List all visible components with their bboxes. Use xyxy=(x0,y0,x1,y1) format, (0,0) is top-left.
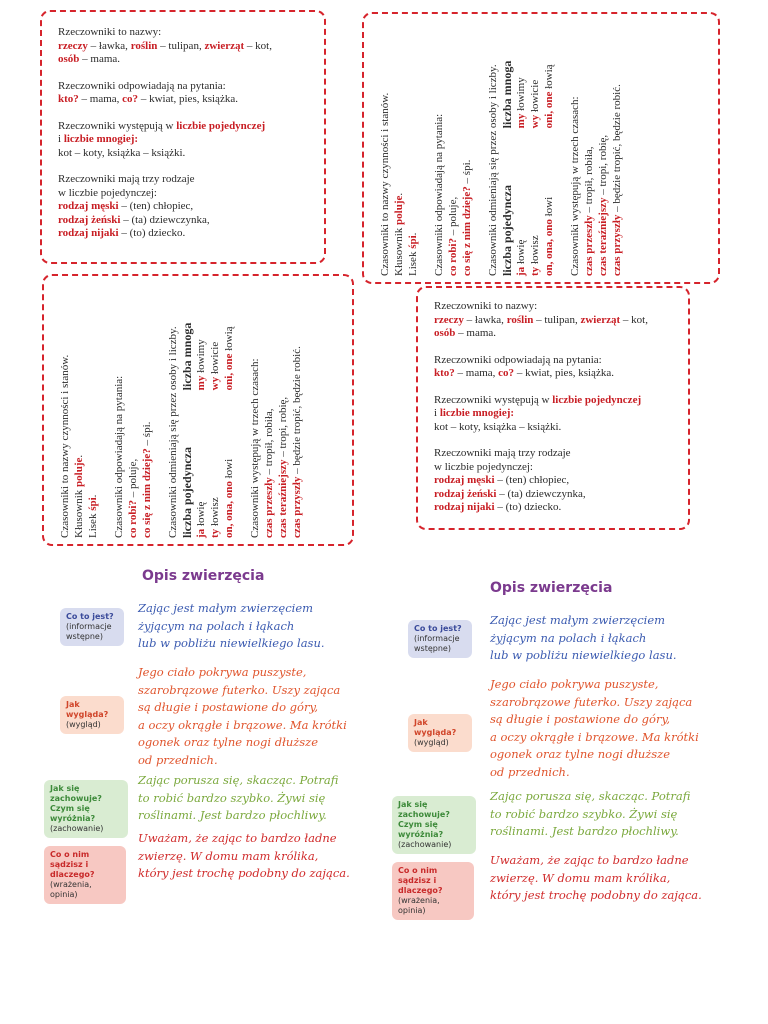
card-czasowniki-2 xyxy=(42,274,354,546)
question-opinia-2: Co o nim sądzisz i dlaczego? (wrażenia, opinia) xyxy=(392,862,474,920)
rzecz-liczba: Rzeczowniki występują w liczbie pojedynczej i liczbie mnogiej: kot – koty, książka – książki. xyxy=(58,119,266,159)
question-zachowanie-2: Jak się zachowuje? Czym się wyróżnia? (zachowanie) xyxy=(392,796,476,854)
czasowniki-rotated-content-2: Czasowniki to nazwy czynności i stanów. Kłusownik poluje. Lisek śpi. Czasowniki odpowiadają na pytania: co robi? – poluje, co się z nim dzieje? – śpi. Czasowniki odmieniają się przez osoby i liczby. liczba pojedyncza liczba mnoga ja łowię my łowimy ty łowisz wy łowicie on, ona, ono łowi oni, one łowią Czasowniki występują w trzech czasach: czas przeszły – tropił, robiła, czas teraźniejszy – tropi, robię, czas przyszły – będzie tropić, będzie robić. xyxy=(58,288,304,538)
question-zachowanie: Jak się zachowuje? Czym się wyróżnia? (zachowanie) xyxy=(44,780,128,838)
text-opinia-2: Uważam, że zając to bardzo ładne zwierzę. W domu mam królika, który jest trochę podobny do zająca. xyxy=(490,853,702,902)
card-czasowniki-1 xyxy=(362,12,720,284)
question-jak-wyglada-2: Jak wygląda? (wygląd) xyxy=(408,714,472,752)
text-informacje-2: Zając jest małym zwierzęciem żyjącym na polach i łąkach lub w pobliżu niewielkiego lasu. xyxy=(490,613,677,662)
opis-zwierzecia-left xyxy=(50,568,390,899)
rzecz-pytania: Rzeczowniki odpowiadają na pytania: kto? – mama, co? – kwiat, pies, książka. xyxy=(58,79,238,105)
odmiana-table-2: liczba pojedyncza liczba mnoga ja łowię my łowimy ty łowisz wy łowicie on, ona, ono łowi oni, one łowią xyxy=(180,322,235,538)
question-co-to-jest: Co to jest? (informacje wstępne) xyxy=(60,608,124,646)
opis-title: Opis zwierzęcia xyxy=(142,568,265,584)
text-informacje: Zając jest małym zwierzęciem żyjącym na polach i łąkach lub w pobliżu niewielkiego lasu. xyxy=(138,601,325,650)
text-zachowanie: Zając porusza się, skacząc. Potrafi to robić bardzo szybko. Żywi się roślinami. Jest bardzo płochliwy. xyxy=(138,773,339,822)
opis-zwierzecia-right xyxy=(398,580,738,915)
opis-title-2: Opis zwierzęcia xyxy=(490,580,613,596)
odmiana-table: liczba pojedyncza liczba mnoga ja łowię my łowimy ty łowisz wy łowicie on, ona, ono łowi oni, one łowią xyxy=(500,60,555,276)
question-co-to-jest-2: Co to jest? (informacje wstępne) xyxy=(408,620,472,658)
text-wyglad-2: Jego ciało pokrywa puszyste, szarobrązowe futerko. Uszy zająca są długie i postawione do góry, a oczy okrągłe i brązowe. Ma krótki ogonek oraz tylne nogi dłuższe od przednich. xyxy=(490,677,699,779)
rzecz-nazwy: Rzeczowniki to nazwy: rzeczy – ławka, roślin – tulipan, zwierząt – kot, osób – mama. xyxy=(58,26,272,65)
card-rzeczowniki-1 xyxy=(40,10,326,264)
question-opinia: Co o nim sądzisz i dlaczego? (wrażenia, opinia) xyxy=(44,846,126,904)
text-opinia: Uważam, że zając to bardzo ładne zwierzę. W domu mam królika, który jest trochę podobny do zająca. xyxy=(138,831,350,880)
rzecz-rodzaje: Rzeczowniki mają trzy rodzaje w liczbie pojedynczej: rodzaj męski – (ten) chłopiec, rodzaj żeński – (ta) dziewczynka, rodzaj nijaki – (to) dziecko. xyxy=(58,173,210,239)
text-wyglad: Jego ciało pokrywa puszyste, szarobrązowe futerko. Uszy zająca są długie i postawione do góry, a oczy okrągłe i brązowe. Ma krótki ogonek oraz tylne nogi dłuższe od przednich. xyxy=(138,665,347,767)
czasowniki-rotated-content: Czasowniki to nazwy czynności i stanów. Kłusownik poluje. Lisek śpi. Czasowniki odpowiadają na pytania: co robi? – poluje, co się z nim dzieje? – śpi. Czasowniki odmieniają się przez osoby i liczby. liczba pojedyncza liczba mnoga ja łowię my łowimy ty łowisz wy łowicie on, ona, ono łowi oni, one łowią Czasowniki występują w trzech czasach: czas przeszły – tropił, robiła, czas teraźniejszy – tropi, robię, czas przyszły – będzie tropić, będzie robić. xyxy=(378,26,624,276)
card-rzeczowniki-2: Rzeczowniki to nazwy: rzeczy – ławka, roślin – tulipan, zwierząt – kot, osób – mama. Rzeczowniki odpowiadają na pytania: kto? – mama, co? – kwiat, pies, książka. Rzeczowniki występują w liczbie pojedynczej i liczbie mnogiej: kot – koty, książka – książki. Rzeczowniki mają trzy rodzaje w liczbie pojedynczej: rodzaj męski – (ten) chłopiec, rodzaj żeński – (ta) dziewczynka, rodzaj nijaki – (to) dziecko. xyxy=(416,286,690,530)
text-zachowanie-2: Zając porusza się, skacząc. Potrafi to robić bardzo szybko. Żywi się roślinami. Jest bardzo płochliwy. xyxy=(490,789,691,838)
question-jak-wyglada: Jak wygląda? (wygląd) xyxy=(60,696,124,734)
